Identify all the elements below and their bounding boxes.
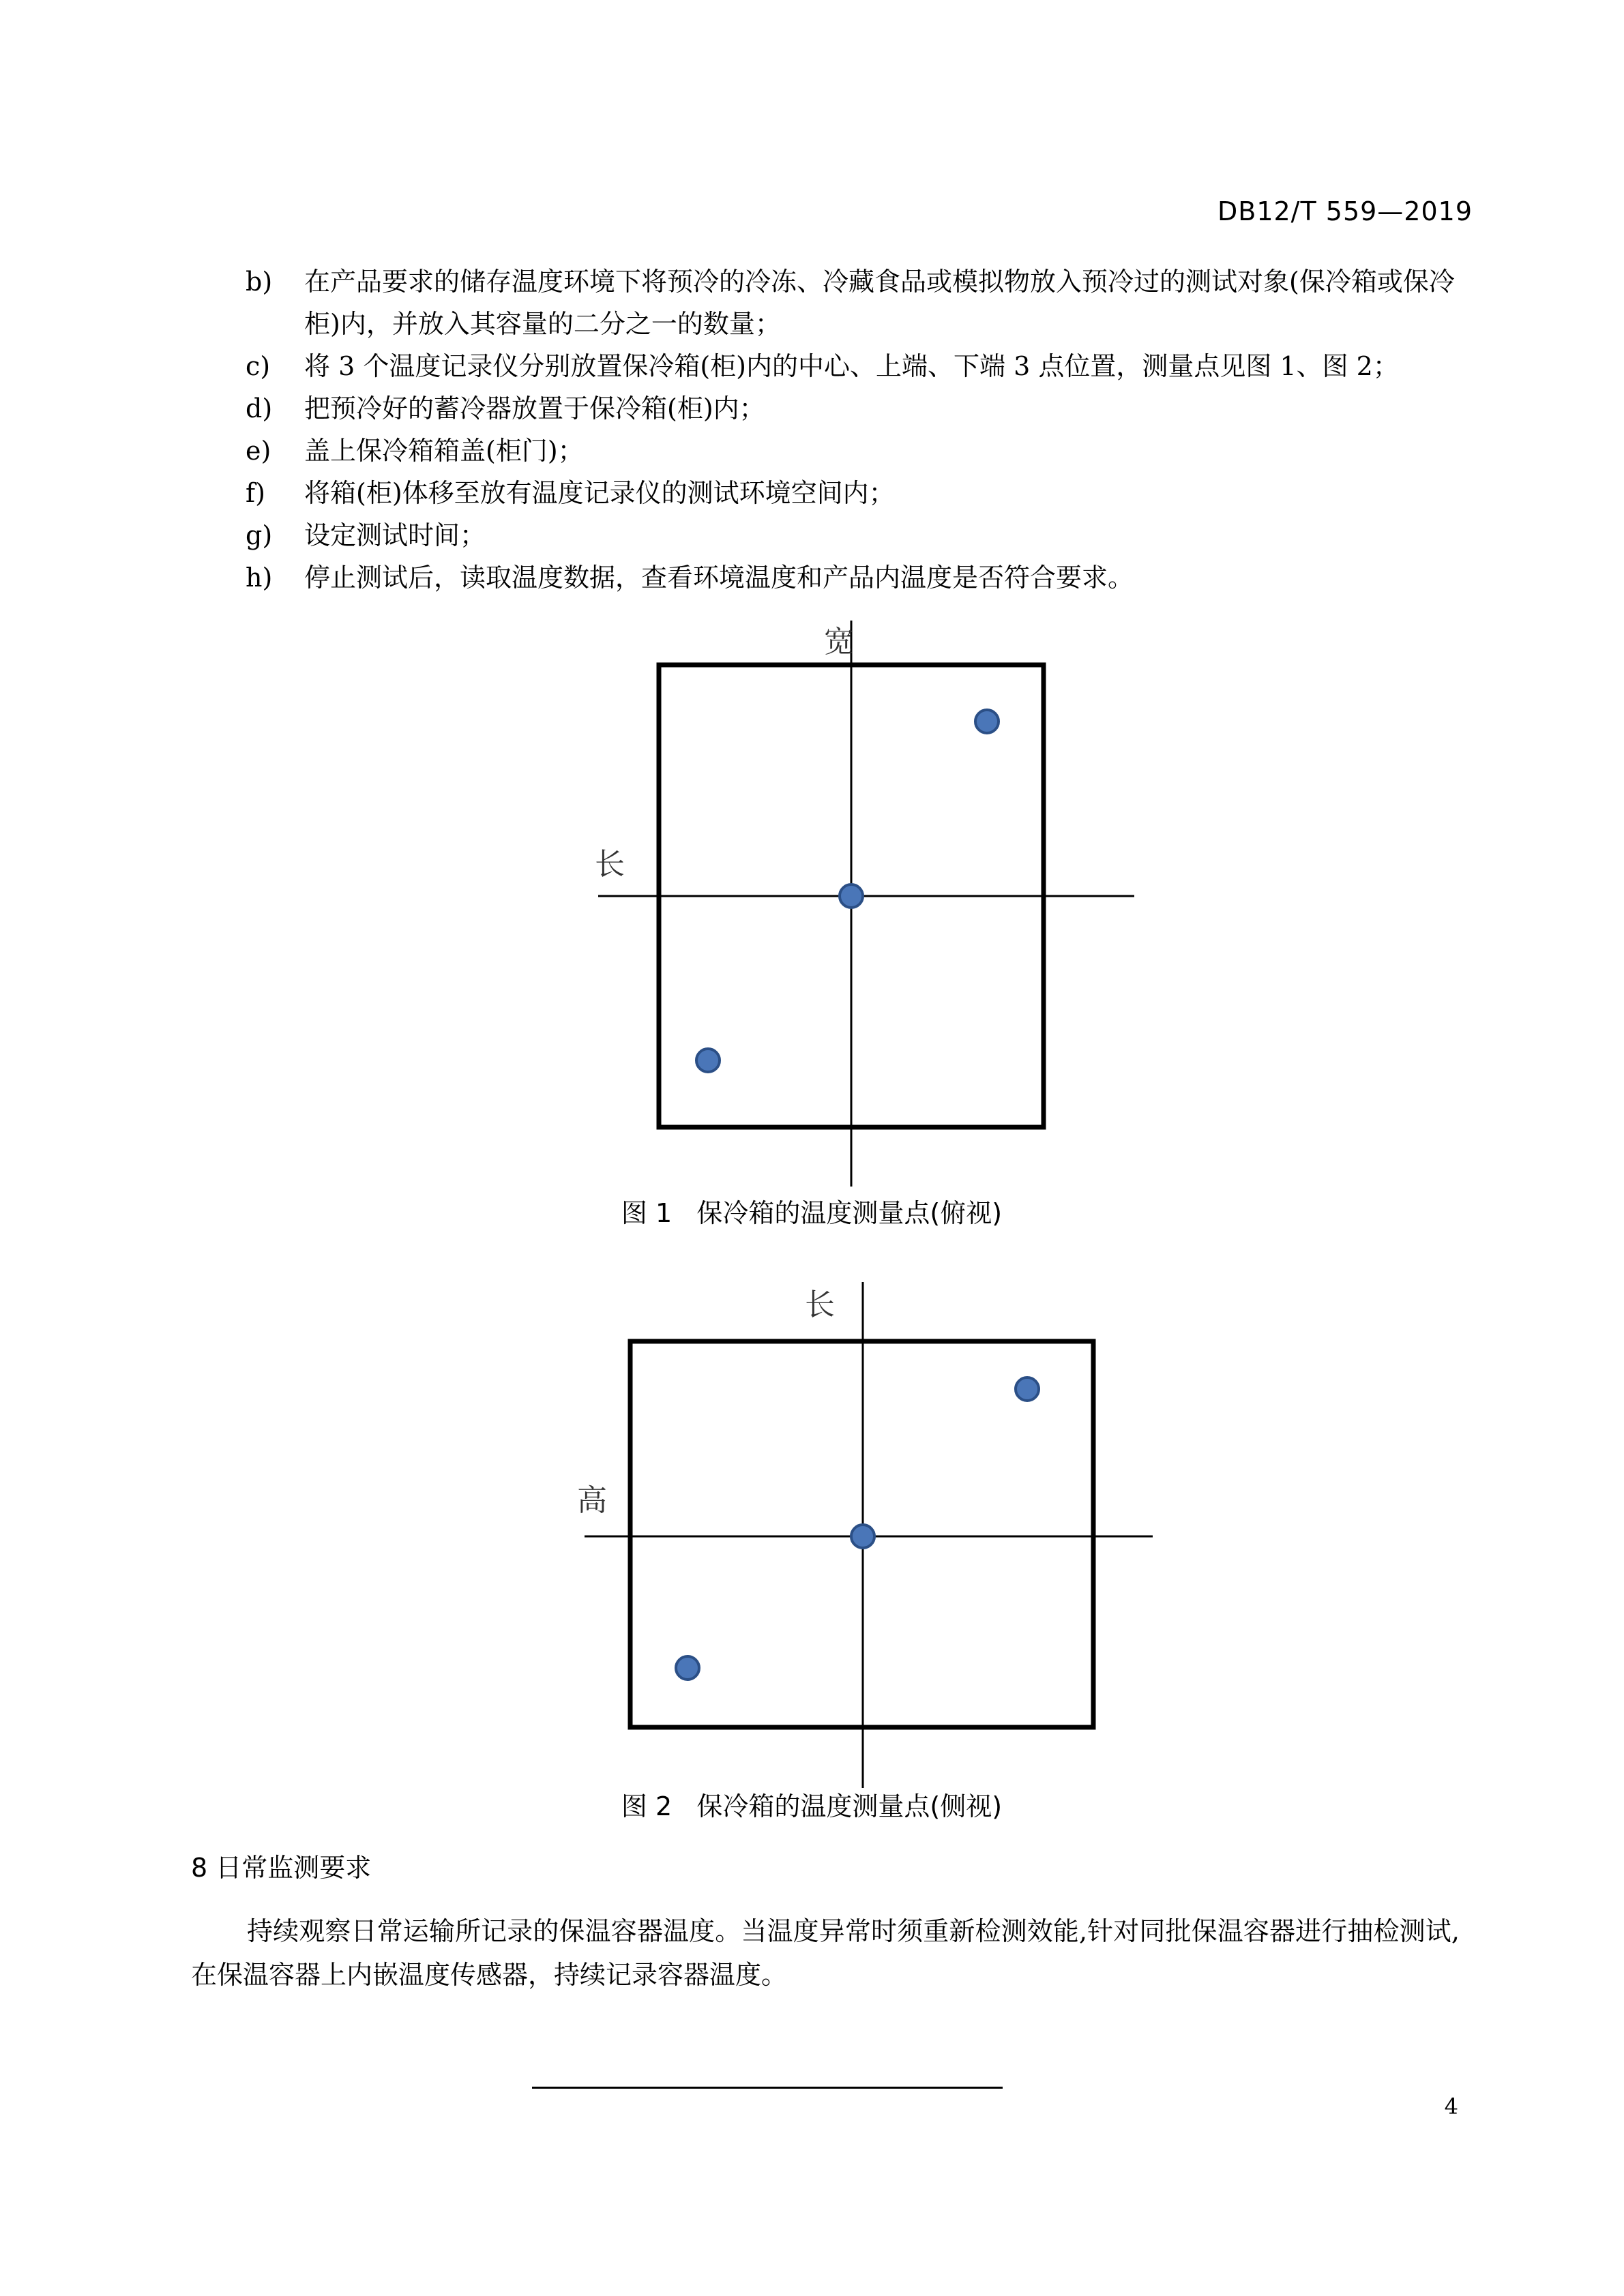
axis-label-length: 长 [595,847,625,882]
list-item-b [246,260,1473,345]
measurement-point-center [840,884,863,908]
list-item-c [246,345,1473,387]
list-item-g [246,514,1473,556]
measurement-point-upper [975,710,999,733]
figure-2-diagram [572,1268,1172,1793]
list-text: 停止测试后，读取温度数据，查看环境温度和产品内温度是否符合要求。 [304,563,1134,593]
measurement-point-lower [676,1656,699,1680]
axis-label-width: 宽 [824,625,854,659]
axis-label-height: 高 [577,1483,607,1518]
list-item-h [246,556,1473,599]
footer-divider [532,2087,1003,2089]
figure-1-top-view [587,607,1146,1193]
list-marker: g) [246,520,273,550]
document-code: DB12/T 559—2019 [1217,196,1473,226]
axis-label-length: 长 [805,1287,835,1322]
list-marker: h) [246,563,273,593]
list-marker: f) [246,478,265,508]
list-item-f [246,472,1473,514]
list-marker: d) [246,393,273,423]
measurement-point-center [851,1525,874,1548]
section-8-heading: 8 日常监测要求 [191,1853,372,1883]
list-item-e [246,430,1473,472]
list-marker: e) [246,436,271,466]
list-text: 把预冷好的蓄冷器放置于保冷箱(柜)内； [304,393,765,423]
figure-2-side-view [572,1268,1172,1793]
list-text: 将 3 个温度记录仪分别放置保冷箱(柜)内的中心、上端、下端 3 点位置，测量点见图 1、图 2； [304,351,1399,381]
list-text: 设定测试时间； [304,520,486,550]
page-number: 4 [1444,2093,1458,2119]
list-marker: b) [246,267,273,297]
list-text: 在产品要求的储存温度环境下将预冷的冷冻、冷藏食品或模拟物放入预冷过的测试对象(保冷箱或保冷柜)内，并放入其容量的二分之一的数量； [304,267,1455,339]
list-text: 盖上保冷箱箱盖(柜门)； [304,436,584,466]
measurement-point-lower [696,1049,720,1072]
list-item-d [246,387,1473,430]
figure-2-caption: 图 2 保冷箱的温度测量点(侧视) [621,1791,1003,1821]
figure-1-diagram [587,607,1146,1193]
measurement-point-upper [1016,1377,1039,1401]
list-text: 将箱(柜)体移至放有温度记录仪的测试环境空间内； [304,478,895,508]
figure-1-caption: 图 1 保冷箱的温度测量点(俯视) [621,1198,1003,1228]
list-marker: c) [246,351,271,381]
section-8-paragraph: 持续观察日常运输所记录的保温容器温度。当温度异常时须重新检测效能,针对同批保温容器进行抽检测试,在保温容器上内嵌温度传感器，持续记录容器温度。 [191,1916,1460,1990]
